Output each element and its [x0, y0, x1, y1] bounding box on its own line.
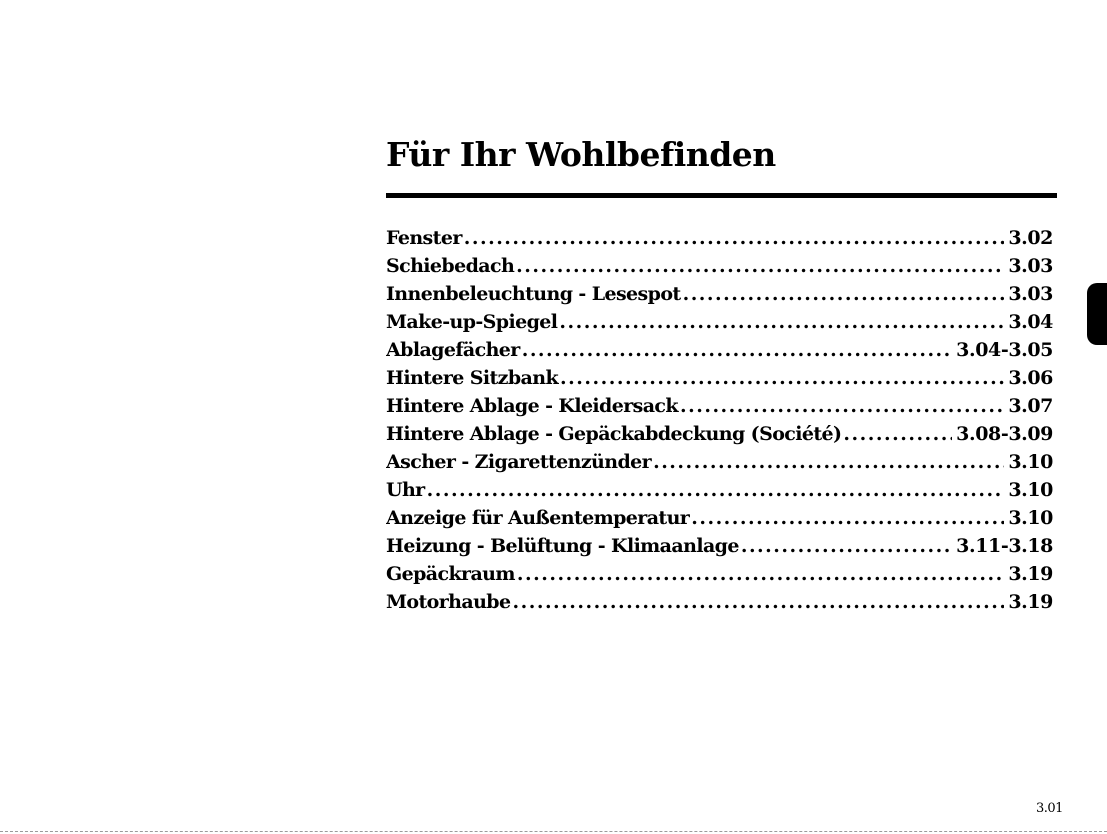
- toc-dot-leader: [560, 364, 1004, 392]
- toc-entry-innenbeleuchtung[interactable]: [386, 280, 1053, 308]
- toc-entry-page: 3.03: [1008, 283, 1053, 305]
- toc-entry-label: Hintere Ablage - Kleidersack: [386, 395, 678, 417]
- page-bottom-edge: [0, 831, 1107, 832]
- page-title: Für Ihr Wohlbefinden: [386, 135, 776, 174]
- toc-entry-label: Schiebedach: [386, 255, 515, 277]
- toc-entry-klimaanlage[interactable]: [386, 532, 1053, 560]
- toc-entry-gepaeckraum[interactable]: [386, 560, 1053, 588]
- toc-entry-fenster[interactable]: [386, 224, 1053, 252]
- toc-entry-page: 3.11-3.18: [956, 535, 1053, 557]
- page-number: 3.01: [1036, 801, 1063, 816]
- toc-dot-leader: [559, 308, 1004, 336]
- toc-entry-label: Make-up-Spiegel: [386, 311, 558, 333]
- toc-entry-label: Ablagefächer: [386, 339, 520, 361]
- toc-entry-page: 3.07: [1008, 395, 1053, 417]
- toc-entry-label: Hintere Sitzbank: [386, 367, 559, 389]
- toc-entry-page: 3.04: [1008, 311, 1053, 333]
- toc-entry-page: 3.19: [1008, 591, 1053, 613]
- toc-entry-ascher[interactable]: [386, 448, 1053, 476]
- toc-dot-leader: [464, 224, 1005, 252]
- toc-entry-page: 3.06: [1008, 367, 1053, 389]
- toc-dot-leader: [517, 560, 1004, 588]
- toc-entry-ablagefaecher[interactable]: [386, 336, 1053, 364]
- toc-entry-label: Fenster: [386, 227, 462, 249]
- toc-dot-leader: [427, 476, 1005, 504]
- toc-entry-page: 3.10: [1008, 507, 1053, 529]
- toc-entry-gepaeckabdeckung[interactable]: [386, 420, 1053, 448]
- toc-dot-leader: [691, 504, 1004, 532]
- toc-entry-label: Motorhaube: [386, 591, 511, 613]
- toc-entry-page: 3.04-3.05: [956, 339, 1053, 361]
- section-thumb-tab: [1087, 283, 1107, 345]
- toc-dot-leader: [843, 420, 952, 448]
- toc-entry-page: 3.08-3.09: [956, 423, 1053, 445]
- table-of-contents: [386, 224, 1053, 616]
- toc-entry-make-up-spiegel[interactable]: [386, 308, 1053, 336]
- toc-entry-page: 3.19: [1008, 563, 1053, 585]
- toc-entry-hintere-sitzbank[interactable]: [386, 364, 1053, 392]
- toc-entry-label: Innenbeleuchtung - Lesespot: [386, 283, 681, 305]
- toc-entry-page: 3.10: [1008, 451, 1053, 473]
- toc-entry-label: Ascher - Zigarettenzünder: [386, 451, 652, 473]
- toc-dot-leader: [516, 252, 1004, 280]
- toc-entry-page: 3.10: [1008, 479, 1053, 501]
- toc-dot-leader: [512, 588, 1004, 616]
- toc-entry-aussentemperatur[interactable]: [386, 504, 1053, 532]
- toc-dot-leader: [741, 532, 952, 560]
- toc-entry-motorhaube[interactable]: [386, 588, 1053, 616]
- toc-dot-leader: [522, 336, 952, 364]
- toc-dot-leader: [683, 280, 1005, 308]
- toc-entry-kleidersack[interactable]: [386, 392, 1053, 420]
- title-rule: [386, 193, 1057, 198]
- toc-entry-uhr[interactable]: [386, 476, 1053, 504]
- toc-entry-page: 3.03: [1008, 255, 1053, 277]
- toc-entry-label: Gepäckraum: [386, 563, 515, 585]
- toc-entry-page: 3.02: [1008, 227, 1053, 249]
- toc-entry-label: Anzeige für Außentemperatur: [386, 507, 690, 529]
- toc-entry-label: Hintere Ablage - Gepäckabdeckung (Société): [386, 423, 842, 445]
- toc-entry-schiebedach[interactable]: [386, 252, 1053, 280]
- toc-dot-leader: [680, 392, 1004, 420]
- toc-entry-label: Uhr: [386, 479, 425, 501]
- toc-dot-leader: [653, 448, 1004, 476]
- toc-entry-label: Heizung - Belüftung - Klimaanlage: [386, 535, 739, 557]
